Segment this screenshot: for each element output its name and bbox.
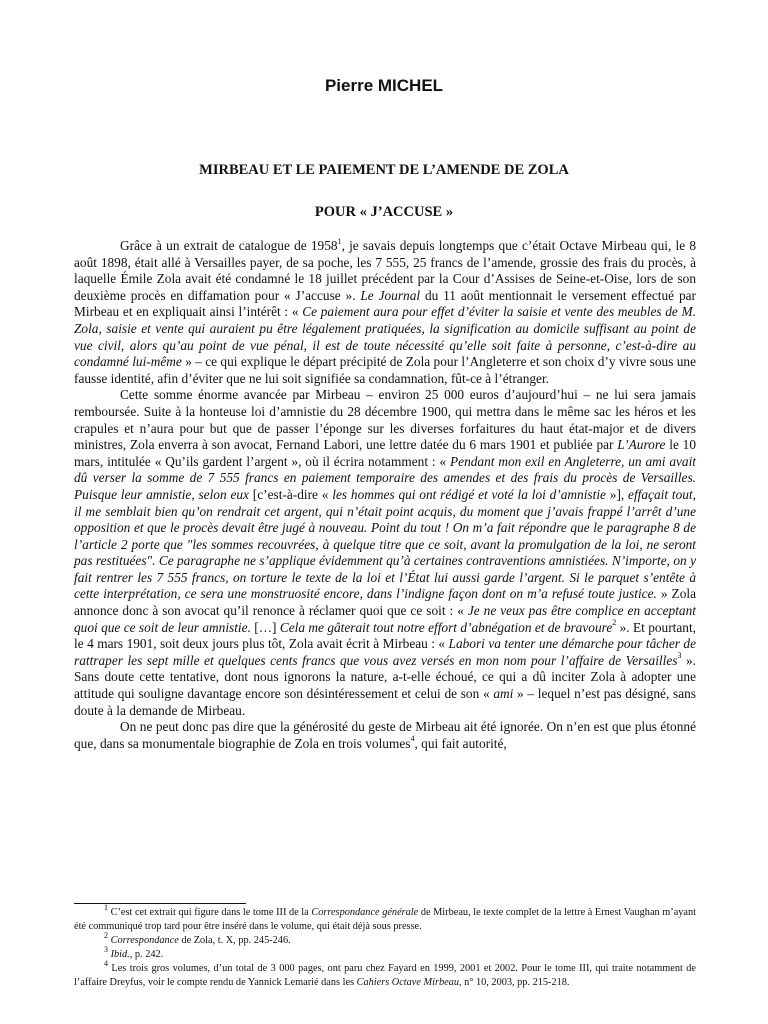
footnote-separator bbox=[74, 903, 246, 904]
newspaper-title: L’Aurore bbox=[617, 437, 666, 453]
text-segment: C’est cet extrait qui figure dans le tome III de la bbox=[108, 907, 312, 918]
text-segment: ». Et pourtant, le 4 mars 1901, soit deux jours plus tôt, Zola avait écrit à Mirbeau : « bbox=[74, 619, 696, 652]
quotation: Labori va tenter une démarche pour tâcher de rattraper les sept mille et quelques cents francs que vous avez versés en mon nom pour l’affaire de Versailles bbox=[74, 636, 696, 668]
article-title: MIRBEAU ET LE PAIEMENT DE L’AMENDE DE ZOLA bbox=[199, 162, 569, 178]
footnote-1 bbox=[74, 902, 696, 934]
quotation: Ce paiement aura pour effet d’éviter la saisie et vente des meubles de M. Zola, saisie et vente qui auraient pu être légalement pratiquées, la signification au domicile suffisant au point de vue civil, alors qu’au point de vue pénal, il est de toute nécessité qu’elle soit faite à personne, c’est-à-dire au condamné lui-même bbox=[74, 304, 696, 370]
text-segment: Grâce à un extrait de catalogue de 1958 bbox=[120, 238, 338, 253]
book-title: Correspondance générale bbox=[311, 907, 419, 918]
footnote-mark: 3 bbox=[104, 944, 108, 954]
text-segment: » Zola annonce donc à son avocat qu’il renonce à réclamer quoi que ce soit : « bbox=[74, 586, 696, 619]
text-segment: Les trois gros volumes, d’un total de 3 000 pages, ont paru chez Fayard en 1999, 2001 et 2002. Pour le tome III, qui traite notamment de l’affaire Dreyfus, voir le compte rendu de Yannick Lemarié dans les bbox=[74, 963, 696, 988]
quotation: les hommes qui ont rédigé et voté la loi d’amnistie bbox=[332, 486, 606, 502]
text-segment: de Mirbeau, le texte complet de la lettre à Ernest Vaughan m’ayant été communiqué trop tard pour être inséré dans le volume, qui était déjà sous presse. bbox=[74, 907, 696, 932]
text-segment: » – ce qui explique le départ précipité de Zola pour l’Angleterre et son choix d’y vivre sous une fausse identité, afin d’éviter que ne lui soit signifiée sa condamnation, fût-ce à l’étranger. bbox=[74, 354, 697, 386]
text-segment: , je savais depuis longtemps que c’était Octave Mirbeau qui, le 8 août 1898, était allé à Versailles payer, de sa poche, les 7 555, 25 francs de l’amende, grossie des frais du procès, à laquelle Émile Zola avait été condamné le 18 juillet précédent par la Cour d’Assises de Seine-et-Oise, lors de son deuxième procès en diffamation pour « J’accuse ». bbox=[74, 238, 696, 303]
footnote-ref-1: 1 bbox=[337, 236, 342, 246]
reference-ibid: Ibid. bbox=[110, 949, 130, 960]
footnote-mark: 4 bbox=[104, 958, 108, 968]
quotation: ami bbox=[493, 686, 514, 702]
paragraph-1 bbox=[74, 238, 696, 387]
quotation: Cela me gâterait tout notre effort d’abnégation et de bravoure bbox=[279, 619, 613, 635]
text-segment: On ne peut donc pas dire que la générosité du geste de Mirbeau ait été ignorée. On n’en est que plus étonné que, dans sa monumentale biographie de Zola en trois volumes bbox=[74, 719, 696, 751]
text-segment: du 11 août mentionnait le versement effectué par Mirbeau et en expliquait ainsi l’intérêt : « bbox=[74, 287, 696, 320]
footnote-3 bbox=[74, 944, 696, 962]
text-segment: , n° 10, 2003, pp. 215-218. bbox=[458, 977, 570, 988]
footnote-2 bbox=[74, 930, 696, 948]
text-segment: , qui fait autorité, bbox=[414, 735, 507, 751]
footnote-mark: 1 bbox=[104, 902, 108, 912]
footnote-ref-4: 4 bbox=[410, 734, 415, 744]
text-segment: [c’est-à-dire « bbox=[248, 486, 333, 502]
text-segment: […] bbox=[250, 619, 280, 635]
footnote-ref-2: 2 bbox=[612, 618, 617, 628]
text-segment: , p. 242. bbox=[129, 949, 164, 960]
newspaper-title: Le Journal bbox=[360, 287, 421, 303]
footnotes bbox=[74, 902, 696, 990]
journal-title: Cahiers Octave Mirbeau bbox=[356, 977, 459, 988]
text-segment: de Zola, t. X, pp. 245-246. bbox=[178, 935, 291, 946]
text-segment: le 10 mars, intitulée « Qu’ils gardent l’argent », où il écrira notamment : « bbox=[74, 437, 696, 469]
article-subtitle: POUR « J’ACCUSE » bbox=[314, 204, 454, 220]
text-segment: ». Sans doute cette tentative, dont nous ignorons la nature, a-t-elle échoué, ce qui a dû inciter Zola à adopter une attitude qui souligne davantage encore son désintéressement et celui de son « bbox=[74, 652, 696, 702]
book-title: Correspondance bbox=[110, 935, 179, 946]
quotation: Je ne veux pas être complice en acceptant quoi que ce soit de leur amnistie. bbox=[74, 603, 696, 635]
article-body bbox=[74, 238, 696, 752]
footnote-ref-3: 3 bbox=[677, 651, 682, 661]
quotation: Pendant mon exil en Angleterre, un ami avait dû verser la somme de 7 555 francs en paiement temporaire des amendes et des frais du procès de Versailles. Puisque leur amnistie, selon eux bbox=[74, 453, 697, 502]
text-segment: » – lequel n’est pas désigné, sans doute à la demande de Mirbeau. bbox=[74, 686, 696, 718]
footnote-4 bbox=[74, 958, 696, 990]
author-name: Pierre MICHEL bbox=[324, 76, 444, 95]
paragraph-3 bbox=[74, 719, 696, 752]
quotation: effaçait tout, il me semblait bien qu’on rendrait cet argent, qui n’était point acquis, du moment que j’avais frappé l’arrêt d’une opposition et que le procès devait être jugé à nouveau. Point du tout ! On m’a fait répondre que le paragraphe 8 de l’article 2 porte que "les sommes recouvrées, à quelque titre que ce soit, avant la promulgation de la loi, ne seront pas restituées". Ce paragraphe ne s’applique évidemment qu’à certaines contraventions amnistiées. N’importe, on y fait rentrer les 7 555 francs, on torture le texte de la loi et l’État lui aussi garde l’argent. Si le parquet s’entête à cette interprétation, ce sera une monstruosité encore, dans l’indigne façon dont on m’a refusé toute justice. bbox=[74, 486, 696, 602]
paragraph-2 bbox=[74, 387, 696, 719]
footnote-mark: 2 bbox=[104, 930, 108, 940]
text-segment: »], bbox=[605, 486, 629, 502]
text-segment: Cette somme énorme avancée par Mirbeau – environ 25 000 euros d’aujourd’hui – ne lui sera jamais remboursée. Suite à la honteuse loi d’amnistie du 28 décembre 1900, qui mettra dans le même sac les héros et les crapules et n’aura pour but que de passer l’éponge sur les diverses forfaitures du haut état-major et de divers ministres, Zola enverra à son avocat, Fernand Labori, une lettre datée du 6 mars 1901 et publiée par bbox=[74, 387, 696, 453]
